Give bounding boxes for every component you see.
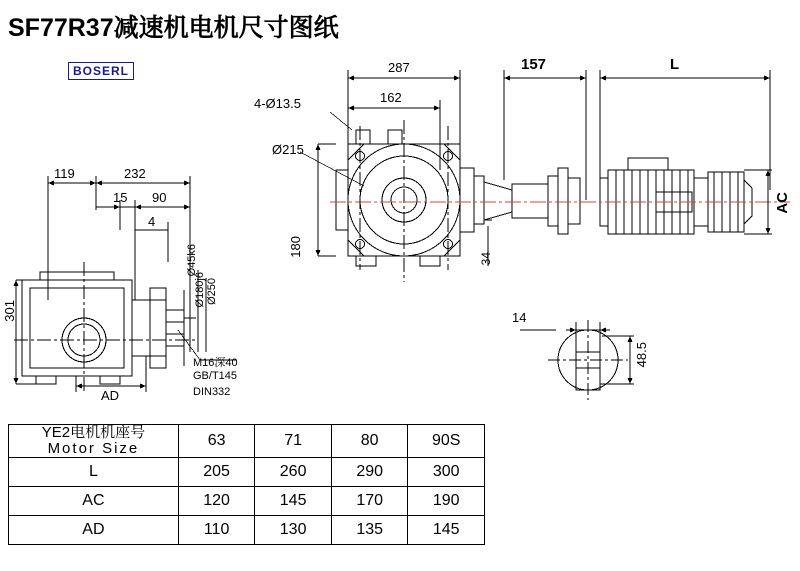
table-row xyxy=(9,425,485,458)
table-row xyxy=(9,486,485,515)
dim-90: 90 xyxy=(152,190,167,205)
thread-callout-2: GB/T145 xyxy=(193,370,238,382)
dim-holes: 4-Ø13.5 xyxy=(254,96,301,111)
table-row xyxy=(9,457,485,486)
dim-119: 119 xyxy=(54,166,75,181)
cell-size-0: 63 xyxy=(178,425,255,458)
dim-AC: AC xyxy=(774,192,791,214)
cell-AC-3: 190 xyxy=(408,486,485,515)
motor-size-label-en: Motor Size xyxy=(47,439,140,457)
thread-callout-1: M16深40 xyxy=(193,357,238,369)
cell-AD-2: 135 xyxy=(331,515,408,544)
dim-180: 180 xyxy=(288,236,303,258)
cell-AC-0: 120 xyxy=(178,486,255,515)
dim-flange-180j6: Ø180j6 xyxy=(194,272,206,308)
cell-L-3: 300 xyxy=(408,457,485,486)
motor-size-table xyxy=(8,424,485,545)
row-header-motor-size xyxy=(9,425,179,458)
cell-L-0: 205 xyxy=(178,457,255,486)
dim-34: 34 xyxy=(479,252,493,266)
brand-logo: BOSERL xyxy=(68,62,134,80)
dim-157: 157 xyxy=(521,56,547,73)
dim-flange-250: Ø250 xyxy=(206,278,218,305)
cell-L-2: 290 xyxy=(331,457,408,486)
dim-301: 301 xyxy=(2,300,17,322)
dim-232: 232 xyxy=(124,166,146,181)
cell-AD-0: 110 xyxy=(178,515,255,544)
table-row xyxy=(9,515,485,544)
dim-15: 15 xyxy=(113,190,128,205)
cell-L-1: 260 xyxy=(255,457,332,486)
cell-AD-1: 130 xyxy=(255,515,332,544)
cell-AD-3: 145 xyxy=(408,515,485,544)
dim-162: 162 xyxy=(380,90,402,105)
dim-287: 287 xyxy=(388,60,410,75)
thread-callout-3: DIN332 xyxy=(193,386,231,398)
cell-size-2: 80 xyxy=(331,425,408,458)
dim-4: 4 xyxy=(148,214,156,229)
row-label-AD: AD xyxy=(9,515,179,544)
dim-48-5: 48.5 xyxy=(634,342,649,368)
page-title: SF77R37减速机电机尺寸图纸 xyxy=(8,14,339,42)
dim-215: Ø215 xyxy=(272,142,304,157)
dim-shaft-45k6: Ø45k6 xyxy=(186,244,198,277)
motor-size-label-cn: YE2电机机座号 xyxy=(41,424,146,441)
row-label-L: L xyxy=(9,457,179,486)
cell-size-1: 71 xyxy=(255,425,332,458)
cell-size-3: 90S xyxy=(408,425,485,458)
dim-14: 14 xyxy=(512,310,527,325)
row-label-AC: AC xyxy=(9,486,179,515)
dim-L: L xyxy=(670,56,680,73)
dim-ad-left: AD xyxy=(101,388,120,403)
cell-AC-1: 145 xyxy=(255,486,332,515)
cell-AC-2: 170 xyxy=(331,486,408,515)
